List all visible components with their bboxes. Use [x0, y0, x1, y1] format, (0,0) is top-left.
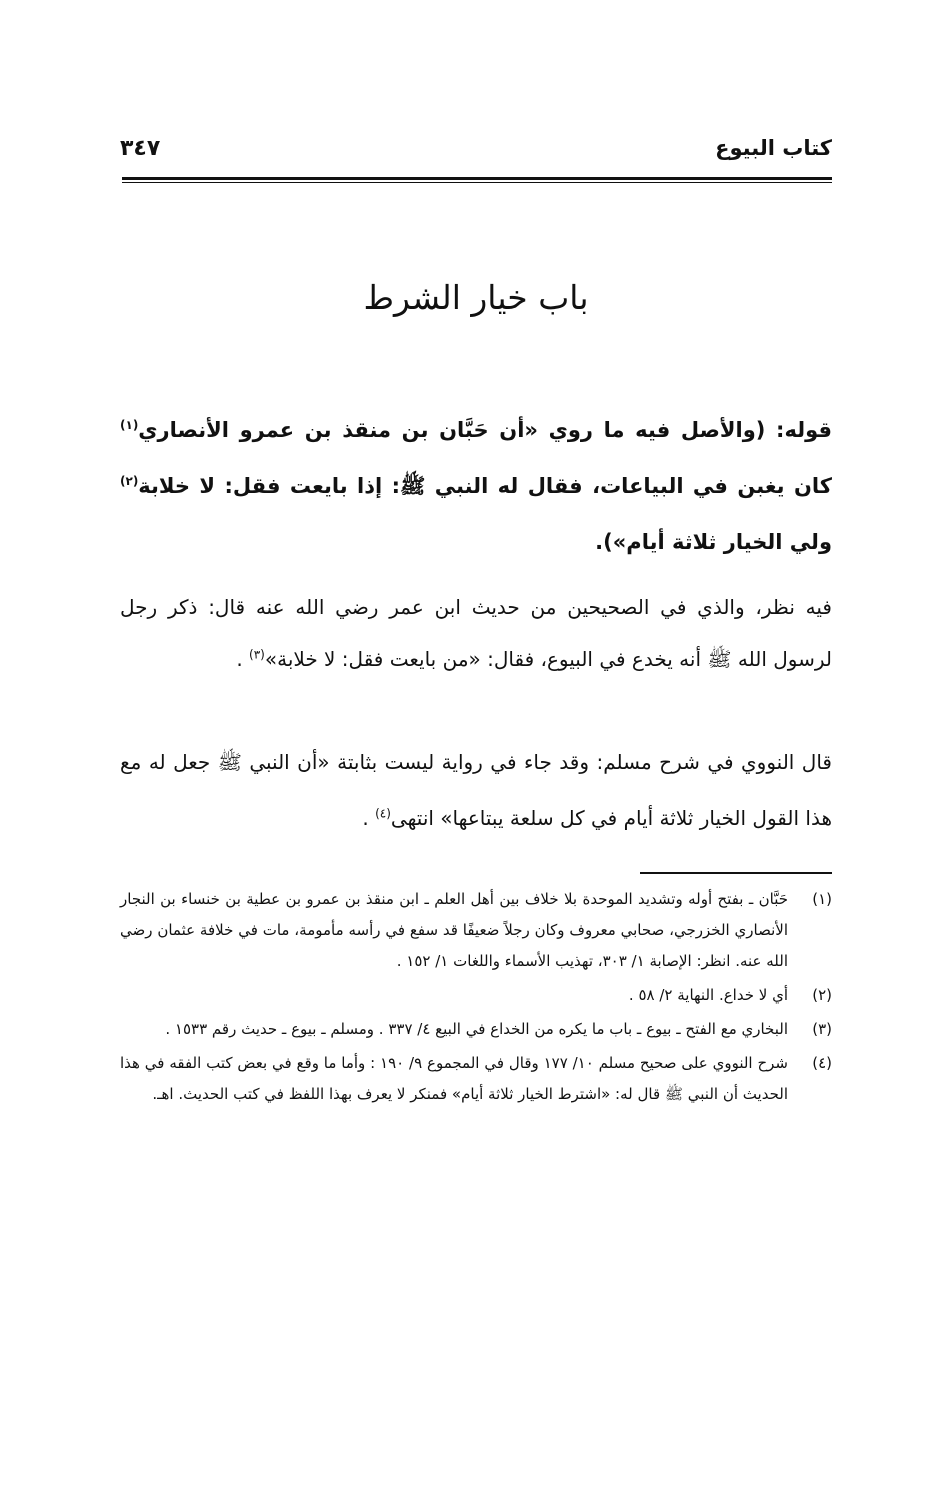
footnote-number: (١) [812, 890, 832, 908]
footnote-separator [640, 872, 832, 874]
nawawi-paragraph [120, 734, 832, 846]
footnote-text: شرح النووي على صحيح مسلم ١٠/ ١٧٧ وقال في المجموع ٩/ ١٩٠ : وأما ما وقع في بعض كتب الفقه في هذا الحديث أن النبي ﷺ قال له: «اشترط الخيار ثلاثة أيام» فمنكر لا يعرف بهذا اللفظ في كتب الحديث. اهـ. [120, 1054, 788, 1103]
footnote-text: حَبَّان ـ بفتح أوله وتشديد الموحدة بلا خلاف بين أهل العلم ـ ابن منقذ بن عمرو بن عطية بن خنساء بن النجار الأنصاري الخزرجي، صحابي معروف وكان رجلاً ضعيفًا قد سفع في رأسه مأمومة، مات في خلافة عثمان رضي الله عنه. انظر: الإصابة ١/ ٣٠٣، تهذيب الأسماء واللغات ١/ ١٥٢ . [120, 890, 788, 970]
nawawi-text-2: . [362, 806, 376, 830]
quote-text-2: كان يغبن في البياعات، فقال له النبي ﷺ: إذا بايعت فقل: لا خلابة [138, 474, 832, 498]
footnote-ref-3: (٣) [249, 647, 265, 662]
comment-text-2: . [236, 647, 250, 671]
quote-text-1: قوله: (والأصل فيه ما روي «أن حَبَّان بن منقذ بن عمرو الأنصاري [138, 418, 832, 442]
footnote-text: أي لا خداع. النهاية ٢/ ٥٨ . [628, 986, 788, 1004]
footnote-text: البخاري مع الفتح ـ بيوع ـ باب ما يكره من الخداع في البيع ٤/ ٣٣٧ . ومسلم ـ بيوع ـ حديث رقم ١٥٣٣ . [165, 1020, 788, 1038]
quote-text-3: ولي الخيار ثلاثة أيام»). [595, 530, 832, 554]
footnote [120, 980, 832, 1011]
footnote-number: (٣) [812, 1020, 832, 1038]
comment-paragraph [120, 581, 832, 685]
nawawi-text-1: قال النووي في شرح مسلم: وقد جاء في رواية ليست بثابتة «أن النبي ﷺ جعل له مع هذا القول الخيار ثلاثة أيام في كل سلعة يبتاعها» انتهى [120, 750, 832, 830]
footnote [120, 884, 832, 977]
running-header-title: كتاب البيوع [715, 136, 832, 160]
header-rule-thin [122, 182, 832, 183]
footnote-ref-2: (٢) [120, 474, 139, 488]
footnote-number: (٤) [812, 1054, 832, 1072]
footnote-ref-1: (١) [120, 418, 139, 432]
comment-text-1: فيه نظر، والذي في الصحيحين من حديث ابن عمر رضي الله عنه قال: ذكر رجل لرسول الله ﷺ أنه يخدع في البيوع، فقال: «من بايعت فقل: لا خلابة» [120, 595, 832, 671]
header-rule-thick [122, 177, 832, 180]
footnotes [120, 884, 832, 1113]
chapter-title: باب خيار الشرط [363, 278, 589, 317]
footnote-ref-4: (٤) [375, 806, 391, 821]
page-number: ٣٤٧ [120, 136, 161, 161]
footnote-number: (٢) [812, 986, 832, 1004]
footnote [120, 1048, 832, 1110]
quote-paragraph [120, 402, 832, 570]
running-header [120, 132, 832, 176]
footnote [120, 1014, 832, 1045]
